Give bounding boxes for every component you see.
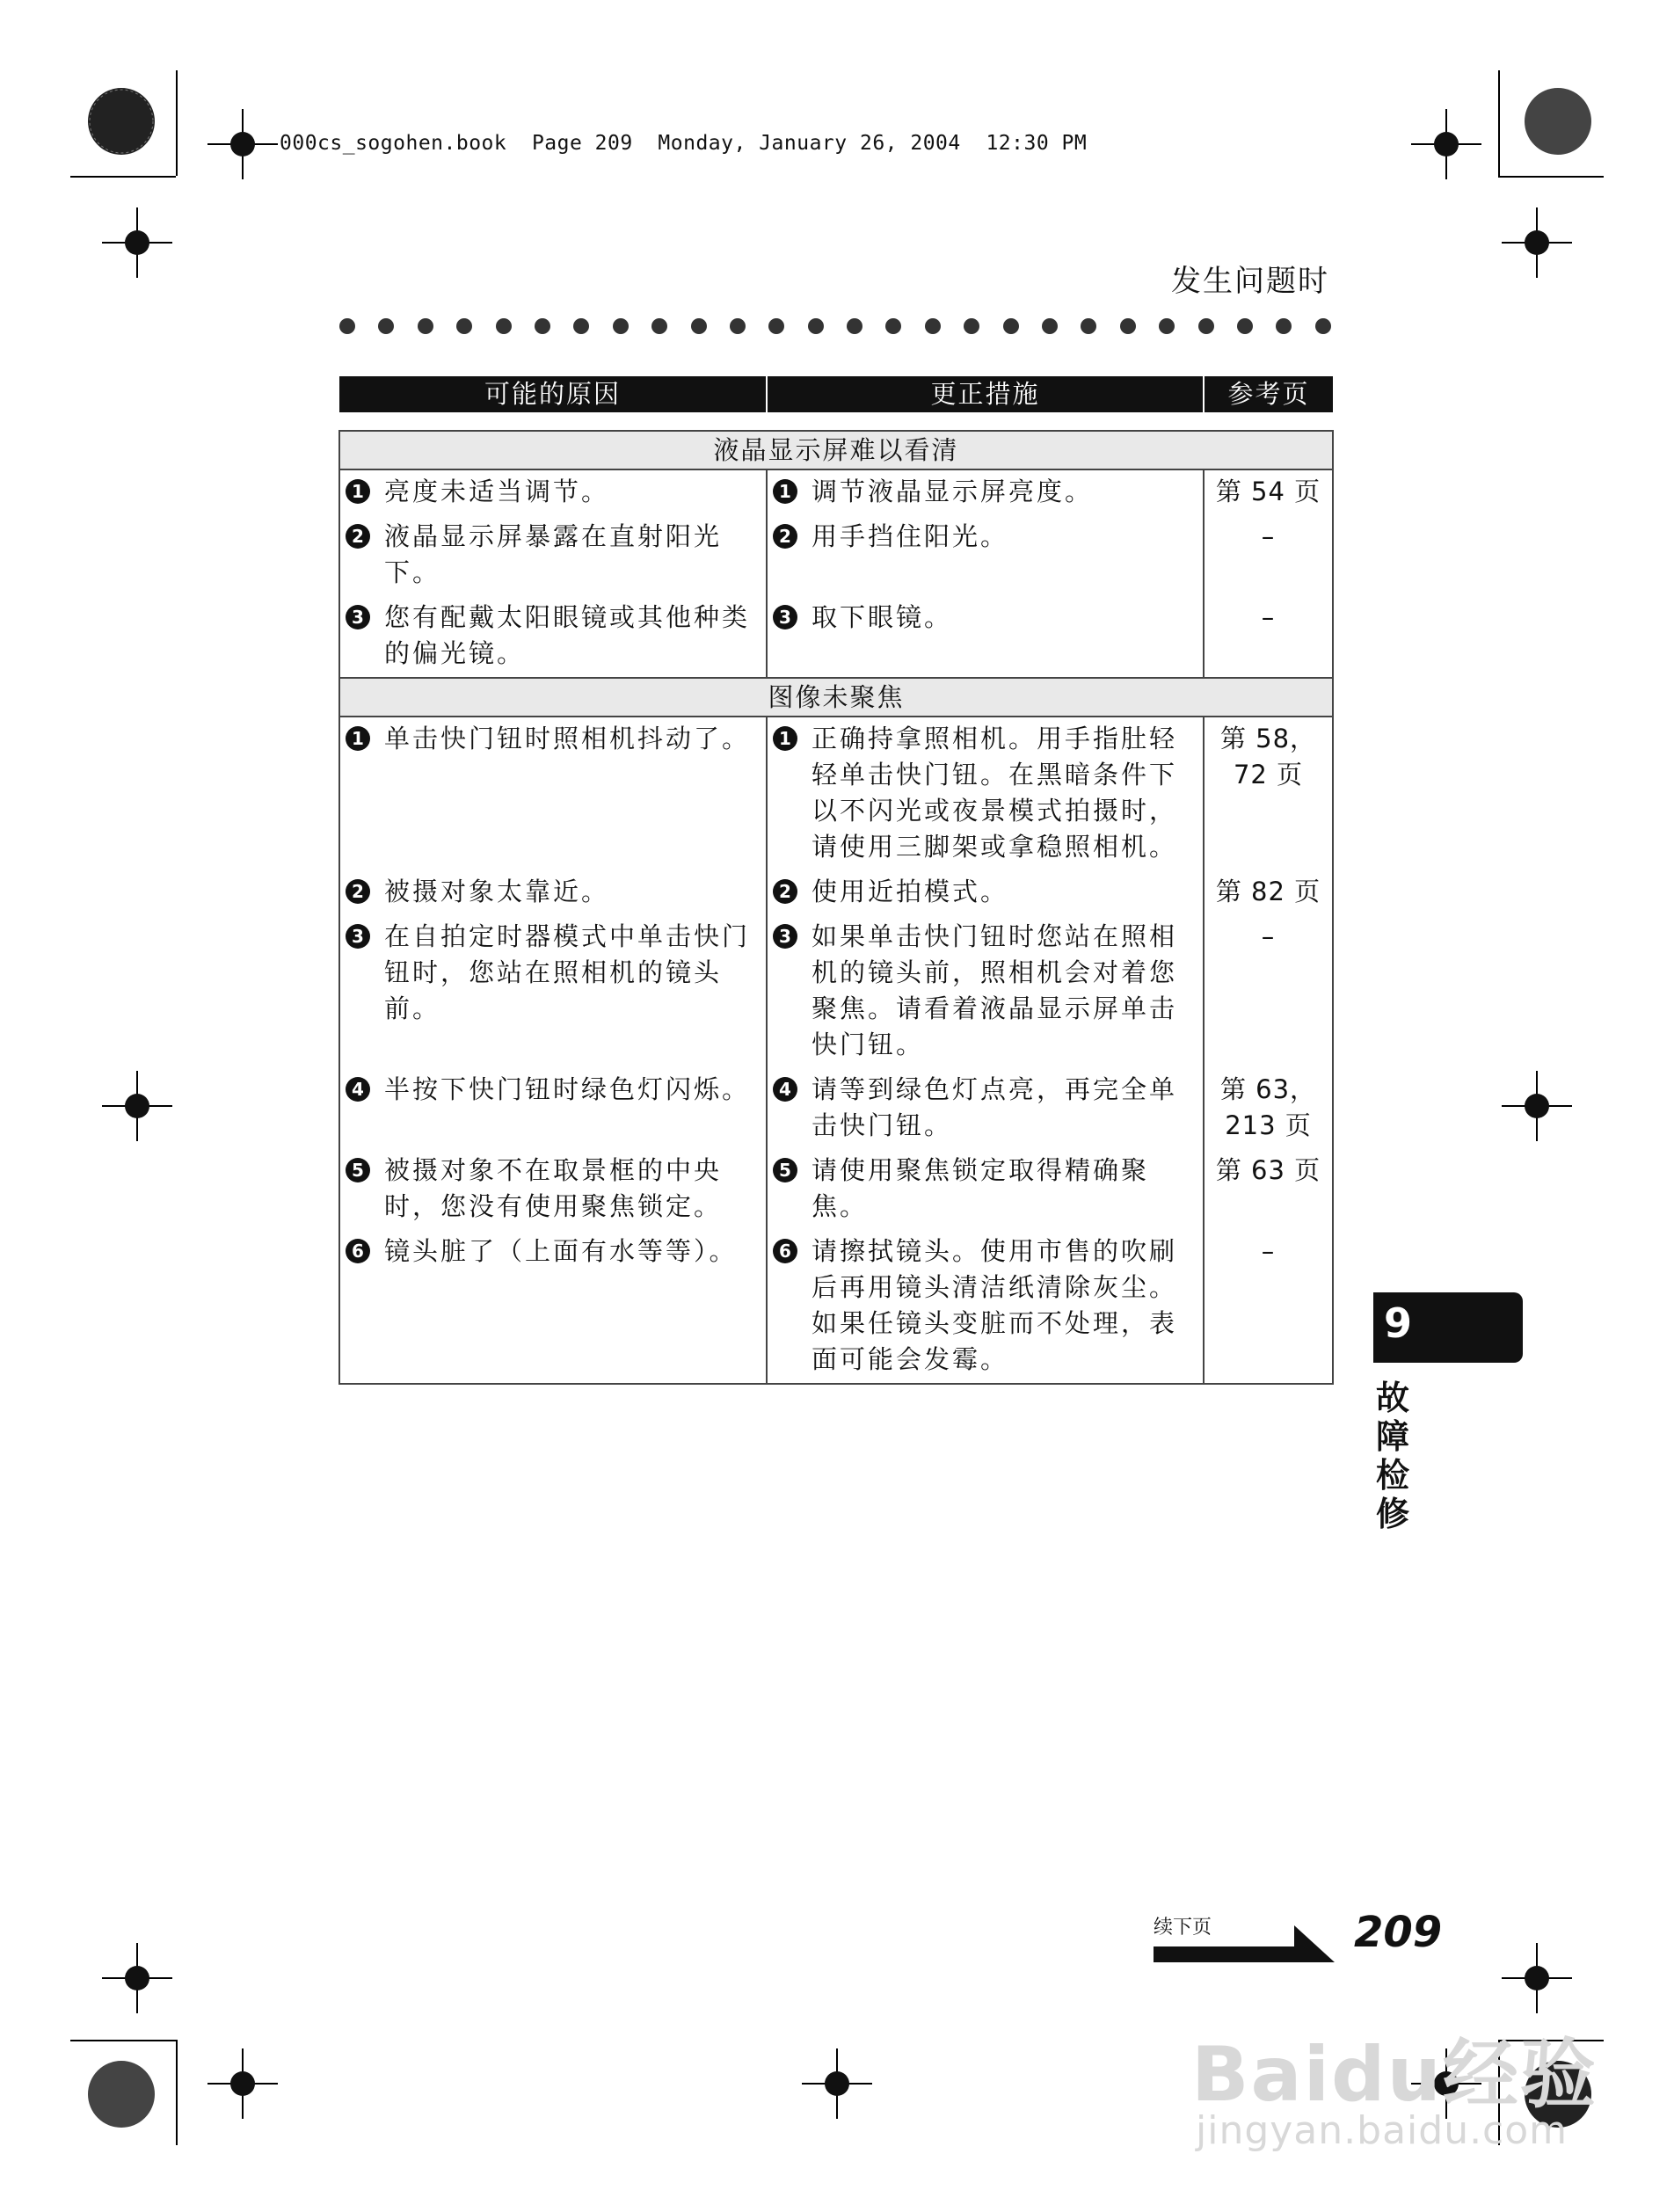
table-row	[339, 870, 1333, 915]
ref-text: –	[1204, 515, 1333, 596]
number-badge: 2	[773, 879, 797, 904]
group-header: 液晶显示屏难以看清	[339, 431, 1333, 469]
number-badge: 1	[773, 479, 797, 504]
number-badge: 3	[346, 924, 370, 949]
number-badge: 1	[346, 726, 370, 751]
fix-text: 调节液晶显示屏亮度。	[812, 477, 1094, 506]
number-badge: 1	[346, 479, 370, 504]
table-row	[339, 1149, 1333, 1230]
table-row	[339, 915, 1333, 1068]
number-badge: 5	[773, 1158, 797, 1182]
number-badge: 2	[346, 524, 370, 549]
dot-divider	[339, 318, 1331, 334]
watermark-logo: Baidu经验	[1191, 2031, 1598, 2119]
chapter-title: 故障检修	[1375, 1379, 1409, 1533]
ref-text: 第 63 页	[1204, 1149, 1333, 1230]
cause-text: 镜头脏了（上面有水等等）。	[384, 1236, 738, 1266]
number-badge: 3	[346, 605, 370, 629]
ref-text: –	[1204, 1230, 1333, 1384]
column-header-ref: 参考页	[1204, 376, 1333, 412]
number-badge: 3	[773, 605, 797, 629]
crosshair-icon	[1411, 109, 1481, 179]
cause-text: 单击快门钮时照相机抖动了。	[384, 724, 751, 753]
cause-text: 被摄对象不在取景框的中央时，您没有使用聚焦锁定。	[384, 1155, 723, 1221]
fix-text: 如果单击快门钮时您站在照相机的镜头前，照相机会对着您聚焦。请看着液晶显示屏单击快门钮。	[812, 921, 1178, 1059]
crosshair-icon	[1502, 1071, 1572, 1141]
table-row	[339, 596, 1333, 678]
number-badge: 3	[773, 924, 797, 949]
number-badge: 6	[773, 1239, 797, 1263]
number-badge: 2	[773, 524, 797, 549]
continue-label: 续下页	[1154, 1917, 1212, 1939]
fix-text: 请等到绿色灯点亮，再完全单击快门钮。	[812, 1074, 1178, 1140]
crosshair-icon	[1502, 207, 1572, 278]
column-header-cause: 可能的原因	[339, 376, 767, 412]
page-number: 209	[1354, 1908, 1443, 1957]
cause-text: 在自拍定时器模式中单击快门钮时，您站在照相机的镜头前。	[384, 921, 751, 1023]
cause-text: 您有配戴太阳眼镜或其他种类的偏光镜。	[384, 602, 751, 668]
cause-text: 被摄对象太靠近。	[384, 877, 610, 906]
crosshair-icon	[1502, 1943, 1572, 2013]
number-badge: 5	[346, 1158, 370, 1182]
number-badge: 4	[773, 1077, 797, 1102]
crosshair-icon	[207, 2048, 278, 2119]
ref-text: 第 63，213 页	[1204, 1068, 1333, 1149]
crosshair-icon	[102, 207, 172, 278]
number-badge: 6	[346, 1239, 370, 1263]
book-file-header: 000cs_sogohen.book Page 209 Monday, January 26, 2004 12:30 PM	[280, 132, 1088, 155]
registration-wheel-icon	[1521, 84, 1595, 158]
table-row	[339, 1068, 1333, 1149]
table-row	[339, 717, 1333, 870]
registration-wheel-icon	[84, 2057, 158, 2131]
ref-text: –	[1204, 596, 1333, 678]
fix-text: 请擦拭镜头。使用市售的吹刷后再用镜头清洁纸清除灰尘。如果任镜头变脏而不处理，表面可能会发霉。	[812, 1236, 1178, 1374]
number-badge: 2	[346, 879, 370, 904]
cause-text: 半按下快门钮时绿色灯闪烁。	[384, 1074, 751, 1104]
troubleshooting-table	[338, 376, 1334, 1385]
watermark-url: jingyan.baidu.com	[1196, 2108, 1568, 2153]
chapter-number: 9	[1384, 1299, 1413, 1347]
registration-wheel-icon	[84, 84, 158, 158]
fix-text: 请使用聚焦锁定取得精确聚焦。	[812, 1155, 1150, 1221]
section-title: 发生问题时	[1171, 264, 1329, 299]
table-row	[339, 515, 1333, 596]
table-header-row	[339, 376, 1333, 412]
fix-text: 使用近拍模式。	[812, 877, 1009, 906]
fix-text: 用手挡住阳光。	[812, 521, 1009, 551]
group-header: 图像未聚焦	[339, 678, 1333, 717]
ref-text: 第 82 页	[1204, 870, 1333, 915]
ref-text: 第 54 页	[1204, 469, 1333, 515]
number-badge: 1	[773, 726, 797, 751]
ref-text: –	[1204, 915, 1333, 1068]
ref-text: 第 58，72 页	[1204, 717, 1333, 870]
crosshair-icon	[207, 109, 278, 179]
crosshair-icon	[802, 2048, 872, 2119]
column-header-fix: 更正措施	[767, 376, 1204, 412]
crosshair-icon	[102, 1943, 172, 2013]
crosshair-icon	[102, 1071, 172, 1141]
continue-arrow-icon	[1154, 1924, 1338, 1968]
table-row	[339, 1230, 1333, 1384]
cause-text: 亮度未适当调节。	[384, 477, 610, 506]
fix-text: 取下眼镜。	[812, 602, 953, 632]
fix-text: 正确持拿照相机。用手指肚轻轻单击快门钮。在黑暗条件下以不闪光或夜景模式拍摄时，请使用三脚架或拿稳照相机。	[812, 724, 1178, 862]
number-badge: 4	[346, 1077, 370, 1102]
table-row	[339, 469, 1333, 515]
cause-text: 液晶显示屏暴露在直射阳光下。	[384, 521, 723, 587]
